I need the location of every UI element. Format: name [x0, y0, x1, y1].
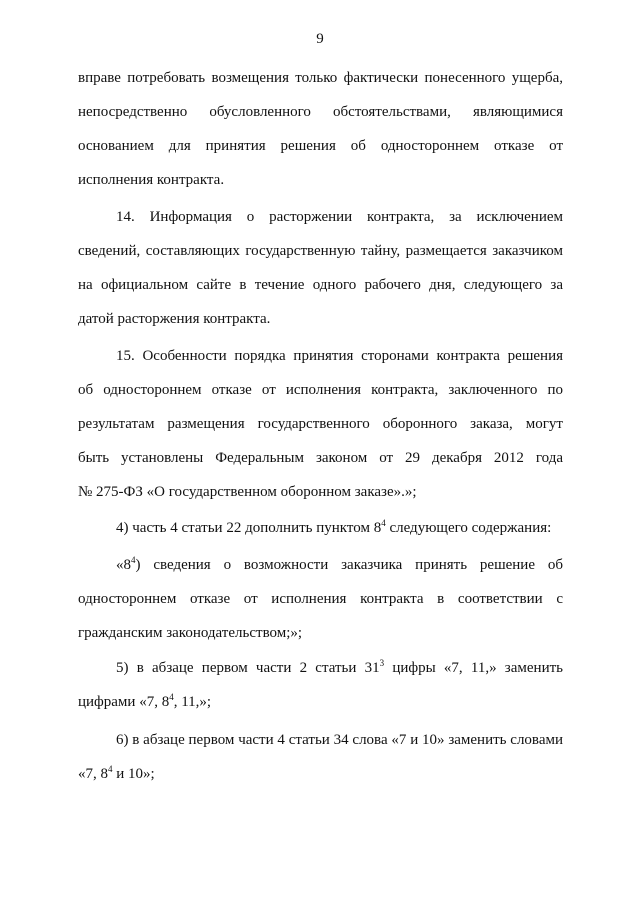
superscript: 3	[379, 658, 385, 668]
clause-8-4	[78, 548, 563, 650]
superscript: 4	[108, 764, 113, 774]
text-part: и 10»;	[112, 766, 155, 782]
text-line	[78, 757, 563, 791]
text-part: ) сведения о возможности заказчика принять решение об	[135, 557, 563, 573]
text-line: результатам размещения государственного оборонного заказа, могут	[78, 416, 563, 432]
text-line: вправе потребовать возмещения только фактически понесенного ущерба,	[78, 70, 563, 86]
text-line	[78, 651, 563, 685]
text-part: 5) в абзаце первом части 2 статьи 31	[116, 660, 380, 676]
text-line: 6) в абзаце первом части 4 статьи 34 слова «7 и 10» заменить словами	[116, 732, 563, 748]
superscript: 4	[131, 555, 136, 565]
text-line: № 275-ФЗ «О государственном оборонном заказе».»;	[78, 484, 417, 500]
item-6	[78, 723, 563, 791]
text-line: на официальном сайте в течение одного рабочего дня, следующего за	[78, 277, 563, 293]
text-part: цифры «7, 11,» заменить	[384, 660, 563, 676]
text-segment	[116, 660, 563, 676]
text-part: цифрами «7, 8	[78, 694, 170, 710]
text-part: «8	[116, 557, 131, 573]
text-line: об одностороннем отказе от исполнения контракта, заключенного по	[78, 382, 563, 398]
item-4	[78, 511, 563, 545]
text-segment: 4) часть 4 статьи 22 дополнить пунктом 8	[116, 520, 382, 536]
text-line	[78, 685, 563, 719]
text-segment	[116, 557, 563, 573]
text-line: 15. Особенности порядка принятия сторонами контракта решения	[116, 348, 563, 364]
paragraph-14	[78, 200, 563, 336]
text-segment: следующего содержания:	[385, 520, 552, 536]
text-line: основанием для принятия решения об одностороннем отказе от	[78, 138, 563, 154]
superscript: 4	[169, 692, 174, 702]
text-line: быть установлены Федеральным законом от 29 декабря 2012 года	[78, 450, 563, 466]
text-line: непосредственно обусловленного обстоятельствами, являющимися	[78, 104, 563, 120]
text-line: 14. Информация о расторжении контракта, за исключением	[116, 209, 563, 225]
item-5	[78, 651, 563, 719]
paragraph-15	[78, 339, 563, 509]
page-number: 9	[316, 31, 324, 47]
text-line	[78, 548, 563, 582]
paragraph-continuation	[78, 61, 563, 197]
text-line: гражданским законодательством;»;	[78, 625, 303, 641]
text-line: исполнения контракта.	[78, 172, 225, 188]
superscript: 4	[381, 518, 386, 528]
text-line: сведений, составляющих государственную тайну, размещается заказчиком	[78, 243, 563, 259]
text-part: , 11,»;	[173, 694, 212, 710]
text-line: одностороннем отказе от исполнения контракта в соответствии с	[78, 591, 563, 607]
text-line	[78, 511, 563, 545]
text-part: «7, 8	[78, 766, 108, 782]
text-line: датой расторжения контракта.	[78, 311, 271, 327]
